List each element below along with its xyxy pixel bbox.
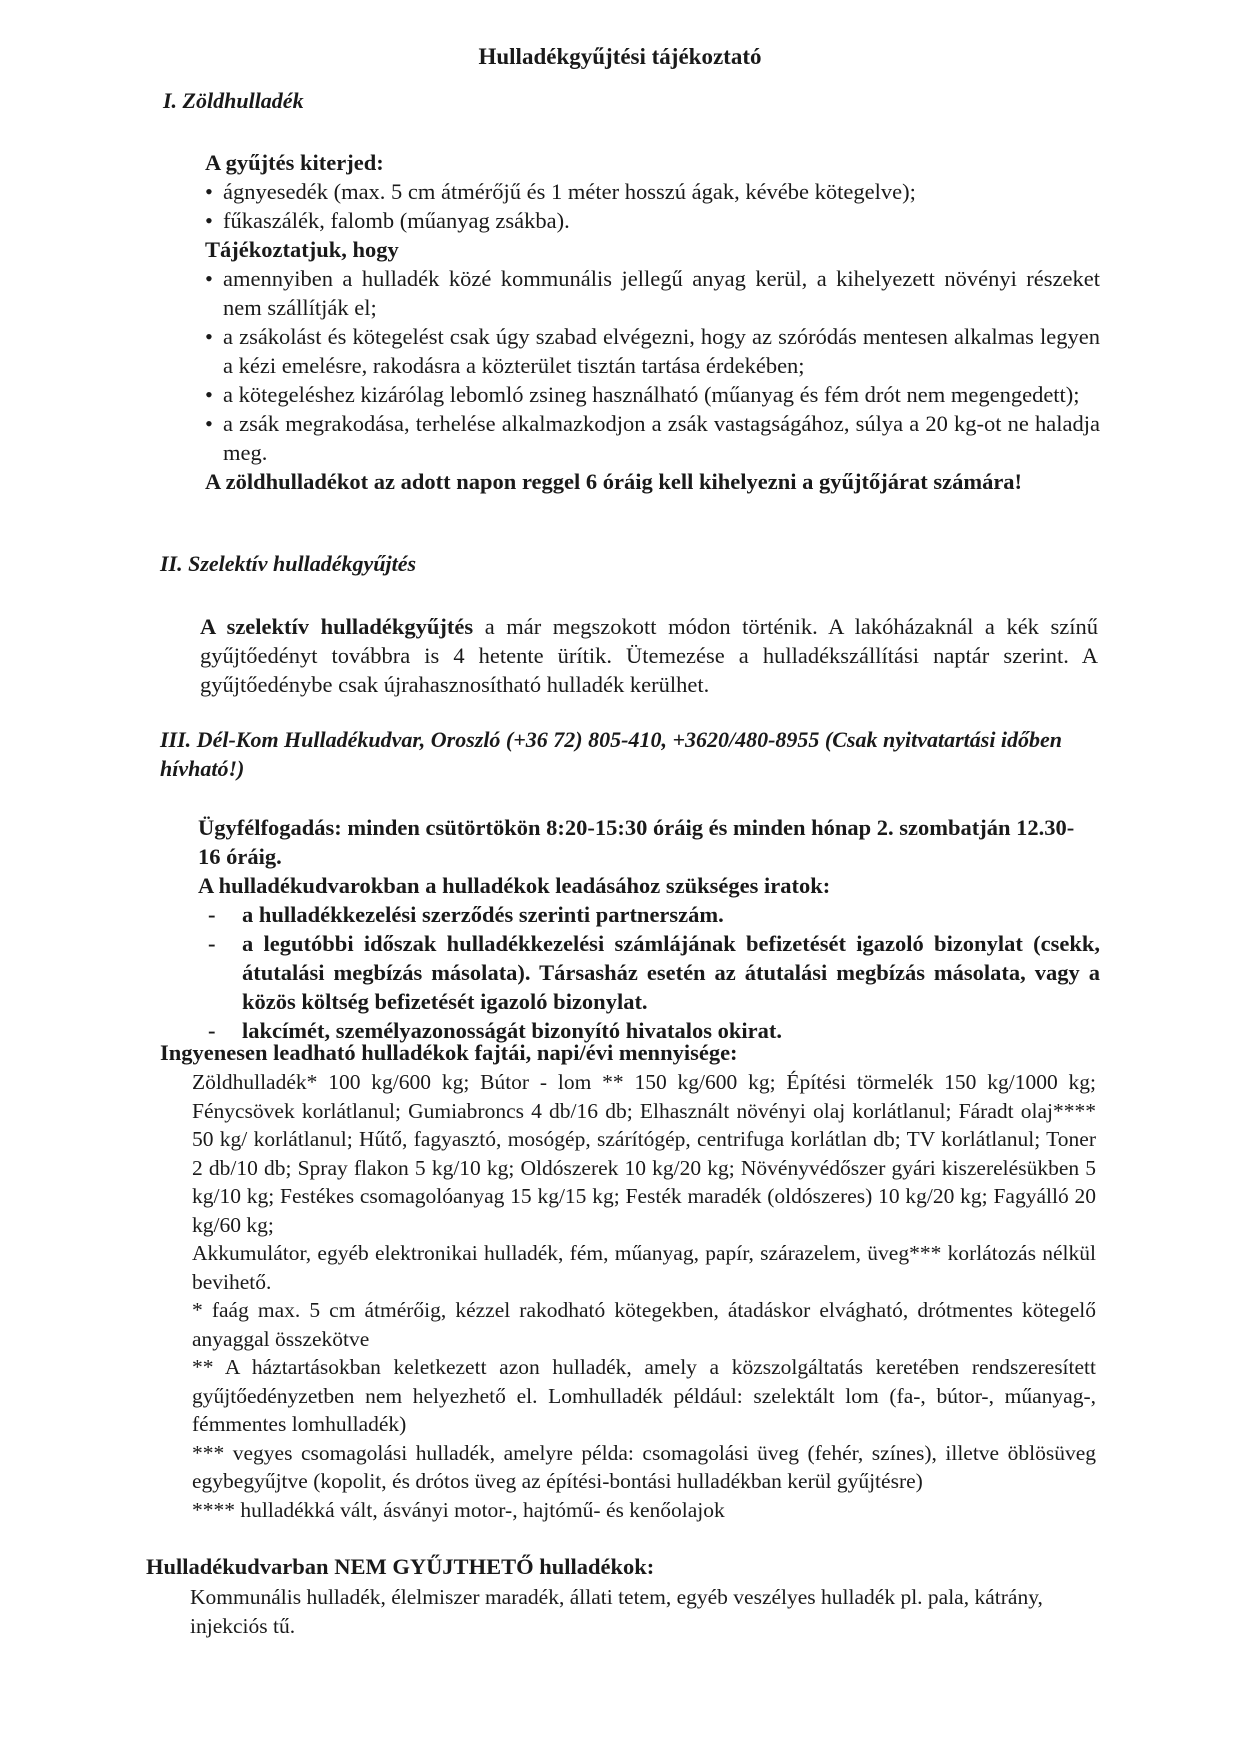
- footnote-3: *** vegyes csomagolási hulladék, amelyre példa: csomagolási üveg (fehér, színes), illetve öblösüveg egybegyűjtve (kopolit, és drótos üveg az építési-bontási hulladékban kerül gyűjtésre): [192, 1440, 1096, 1493]
- not-collected-heading: Hulladékudvarban NEM GYŰJTHETŐ hulladékok:: [146, 1554, 655, 1579]
- collection-list: [205, 177, 1100, 235]
- list-item: • amennyiben a hulladék közé kommunális jellegű anyag kerül, a kihelyezett növényi részeket nem szállítják el;: [205, 264, 1100, 322]
- list-item: • a zsákolást és kötegelést csak úgy szabad elvégezni, hogy az szóródás mentesen alkalmas legyen a kézi emelésre, rakodásra a közterület tisztán tartása érdekében;: [205, 322, 1100, 380]
- selective-text: a már megszokott módon történik. A lakóházaknál a kék színű gyűjtőedényt továbbra is 4 hetente ürítik. Ütemezése a hulladékszállítási naptár szerint. A gyűjtőedénybe csak újrahasznosítható hulladék kerülhet.: [200, 614, 1098, 697]
- list-item: - a hulladékkezelési szerződés szerinti partnerszám.: [198, 900, 1100, 929]
- info-list: [205, 264, 1100, 467]
- documents-heading: A hulladékudvarokban a hulladékok leadásához szükséges iratok:: [198, 873, 831, 898]
- free-waste-body: [192, 1068, 1096, 1524]
- footnote-1: * faág max. 5 cm átmérőig, kézzel rakodható kötegekben, átadáskor elvágható, drótmentes kötegelő anyaggal összekötve: [192, 1298, 1096, 1351]
- list-item: - a legutóbbi időszak hulladékkezelési számlájának befizetését igazoló bizonylat (csekk, átutalási megbízás másolata). Társasház esetén az átutalási megbízás másolata, vagy a közös költség befizetését igazoló bizonylat.: [198, 929, 1100, 1016]
- document-title: Hulladékgyűjtési tájékoztató: [478, 44, 762, 69]
- footnote-2: ** A háztartásokban keletkezett azon hulladék, amely a közszolgáltatás keretében rendszeresített gyűjtőedényzetben nem helyezhető el. Lomhulladék például: szelektált lom (fa-, bútor-, műanyag-, fémmentes lomhulladék): [192, 1355, 1096, 1436]
- list-item: • ágnyesedék (max. 5 cm átmérőjű és 1 méter hosszú ágak, kévébe kötegelve);: [205, 177, 1100, 206]
- free-waste-extra: Akkumulátor, egyéb elektronikai hulladék, fém, műanyag, papír, szárazelem, üveg*** korlátozás nélkül bevihető.: [192, 1241, 1096, 1294]
- documents-list: [198, 900, 1100, 1045]
- not-collected-text: Kommunális hulladék, élelmiszer maradék, állati tetem, egyéb veszélyes hulladék pl. pala, kátrány, injekciós tű.: [190, 1585, 1043, 1638]
- section-3-top: [198, 813, 1100, 1045]
- free-waste-heading: Ingyenesen leadható hulladékok fajtái, napi/évi mennyisége:: [160, 1040, 738, 1065]
- list-item: • a kötegeléshez kizárólag lebomló zsineg használható (műanyag és fém drót nem megengedett);: [205, 380, 1100, 409]
- section-1-heading: I. Zöldhulladék: [163, 88, 304, 113]
- collection-heading: A gyűjtés kiterjed:: [205, 150, 384, 175]
- selective-lead: A szelektív hulladékgyűjtés: [200, 614, 474, 639]
- list-item: • fűkaszálék, falomb (műanyag zsákba).: [205, 206, 1100, 235]
- section-1-body: [205, 148, 1100, 496]
- info-heading: Tájékoztatjuk, hogy: [205, 237, 399, 262]
- free-waste-list: Zöldhulladék* 100 kg/600 kg; Bútor - lom ** 150 kg/600 kg; Építési törmelék 150 kg/1000 kg; Fénycsövek korlátlanul; Gumiabroncs 4 db/16 db; Elhasznált növényi olaj korlátlanul; Fáradt olaj**** 50 kg/ korlátlanul; Hűtő, fagyasztó, mosógép, szárítógép, centrifuga korlátlan db; TV korlátlanul; Toner 2 db/10 db; Spray flakon 5 kg/10 kg; Oldószerek 10 kg/20 kg; Növényvédőszer gyári kiszerelésükben 5 kg/10 kg; Festékes csomagolóanyag 15 kg/15 kg; Festék maradék (oldószeres) 10 kg/20 kg; Fagyálló 20 kg/60 kg;: [192, 1070, 1096, 1237]
- section-2-body: [200, 612, 1098, 699]
- opening-hours: Ügyfélfogadás: minden csütörtökön 8:20-15:30 óráig és minden hónap 2. szombatján 12.30- 16 óráig.: [198, 815, 1075, 869]
- list-item: • a zsák megrakodása, terhelése alkalmazkodjon a zsák vastagságához, súlya a 20 kg-ot ne haladja meg.: [205, 409, 1100, 467]
- list-item: - lakcímét, személyazonosságát bizonyító hivatalos okirat.: [198, 1016, 1100, 1045]
- section-3-heading: III. Dél-Kom Hulladékudvar, Oroszló (+36 72) 805-410, +3620/480-8955 (Csak nyitvatartási időben hívható!): [160, 727, 1063, 781]
- section-2-heading: II. Szelektív hulladékgyűjtés: [160, 551, 417, 576]
- footnote-4: **** hulladékká vált, ásványi motor-, hajtómű- és kenőolajok: [192, 1497, 725, 1522]
- green-waste-notice: A zöldhulladékot az adott napon reggel 6 óráig kell kihelyezni a gyűjtőjárat számára!: [205, 469, 1023, 494]
